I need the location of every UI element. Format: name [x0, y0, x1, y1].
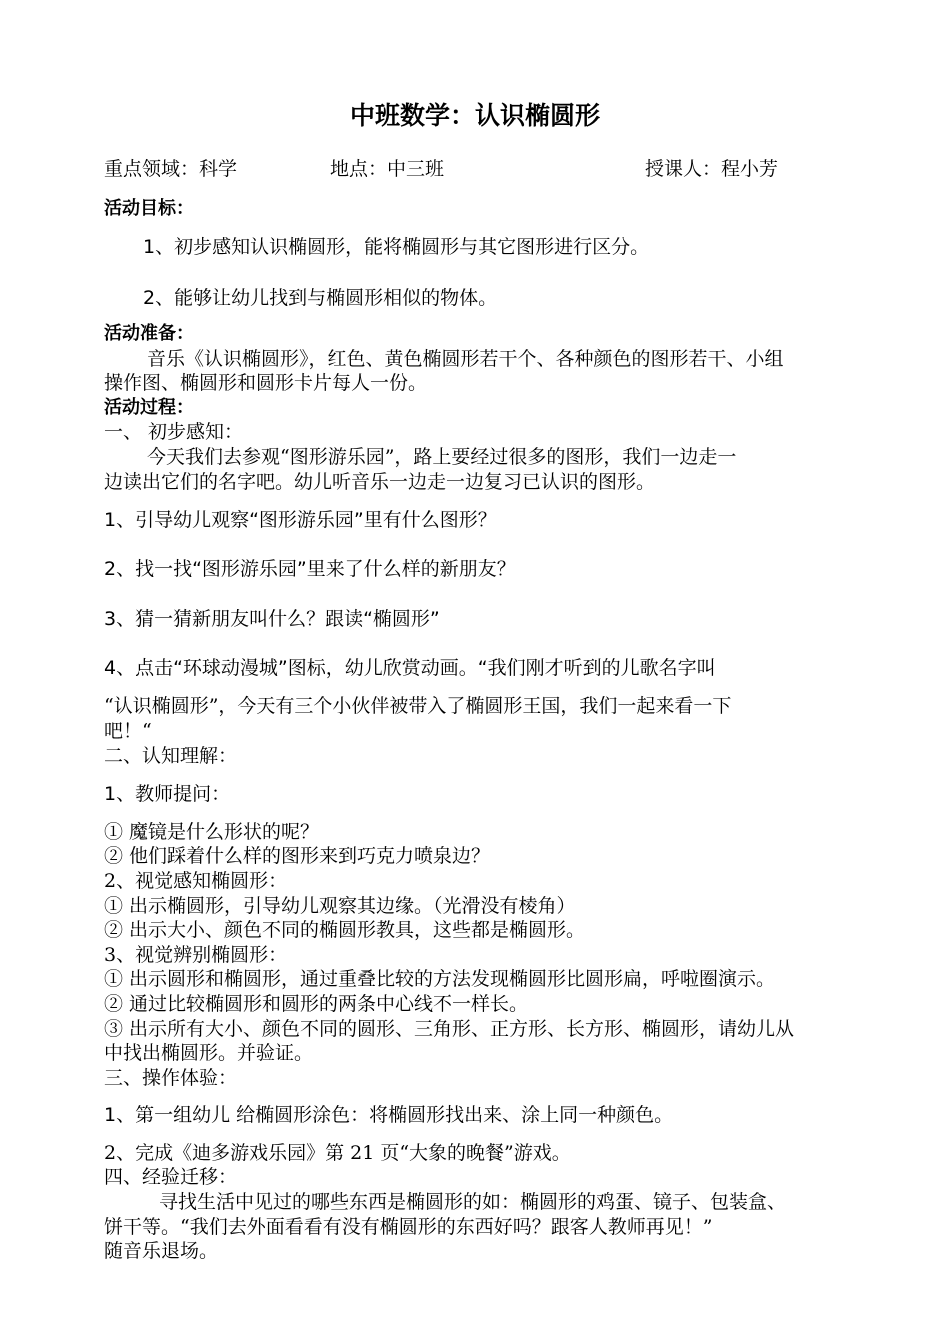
- section-3-heading: 三、操作体验：: [104, 1067, 238, 1089]
- discern-3: ③ 出示所有大小、颜色不同的圆形、三角形、正方形、长方形、椭圆形，请幼儿从: [104, 1018, 795, 1040]
- section-4-para-1: 寻找生活中见过的哪些东西是椭圆形的如：椭圆形的鸡蛋、镜子、包装盒、: [159, 1191, 787, 1213]
- visual-2: ② 出示大小、颜色不同的椭圆形教具，这些都是椭圆形。: [104, 919, 586, 941]
- goal-item-1: 1、初步感知认识椭圆形，能将椭圆形与其它图形进行区分。: [143, 236, 650, 258]
- section-1-item-4-cont: “认识椭圆形”，今天有三个小伙伴被带入了椭圆形王国，我们一起来看一下: [104, 695, 732, 717]
- meta-domain: 重点领域：科学: [104, 158, 238, 180]
- section-2-heading: 二、认知理解：: [104, 745, 238, 767]
- meta-place: 地点：中三班: [330, 158, 445, 180]
- section-1-item-3: 3、猜一猜新朋友叫什么？跟读“椭圆形”: [104, 608, 440, 630]
- section-4-para-2: 饼干等。“我们去外面看看有没有椭圆形的东西好吗？跟客人教师再见！”: [104, 1216, 713, 1238]
- question-2: ② 他们踩着什么样的图形来到巧克力喷泉边？: [104, 845, 491, 867]
- section-4-para-3: 随音乐退场。: [104, 1240, 219, 1262]
- question-1: ① 魔镜是什么形状的呢？: [104, 821, 320, 843]
- goal-item-2: 2、能够让幼儿找到与椭圆形相似的物体。: [143, 287, 498, 309]
- section-1-item-4-end: 吧！“: [104, 720, 152, 742]
- section-2-item-2: 2、视觉感知椭圆形：: [104, 870, 288, 892]
- section-1-item-1: 1、引导幼儿观察“图形游乐园”里有什么图形？: [104, 509, 497, 531]
- section-1-item-4: 4、点击“环球动漫城”图标，幼儿欣赏动画。“我们刚才听到的儿歌名字叫: [104, 657, 716, 679]
- section-1-para-1: 今天我们去参观“图形游乐园”，路上要经过很多的图形，我们一边走一: [147, 446, 737, 468]
- document-title: 中班数学：认识椭圆形: [349, 101, 600, 130]
- goals-heading: 活动目标：: [104, 198, 194, 219]
- discern-2: ② 通过比较椭圆形和圆形的两条中心线不一样长。: [104, 993, 529, 1015]
- discern-3-cont: 中找出椭圆形。并验证。: [104, 1042, 314, 1064]
- section-2-item-3: 3、视觉辨别椭圆形：: [104, 944, 288, 966]
- discern-1: ① 出示圆形和椭圆形，通过重叠比较的方法发现椭圆形比圆形扁，呼啦圈演示。: [104, 968, 776, 990]
- meta-teacher: 授课人：程小芳: [645, 158, 779, 180]
- section-1-item-2: 2、找一找“图形游乐园”里来了什么样的新朋友？: [104, 558, 516, 580]
- section-1-para-2: 边读出它们的名字吧。幼儿听音乐一边走一边复习已认识的图形。: [104, 471, 656, 493]
- prep-line-2: 操作图、椭圆形和圆形卡片每人一份。: [104, 372, 428, 394]
- visual-1: ① 出示椭圆形，引导幼儿观察其边缘。（光滑没有棱角）: [104, 895, 576, 917]
- section-3-item-1: 1、第一组幼儿 给椭圆形涂色：将椭圆形找出来、涂上同一种颜色。: [104, 1104, 674, 1126]
- section-2-item-1: 1、教师提问：: [104, 783, 231, 805]
- process-heading: 活动过程：: [104, 397, 194, 418]
- section-4-heading: 四、经验迁移：: [104, 1166, 238, 1188]
- section-1-heading: 一、 初步感知：: [104, 421, 244, 443]
- section-3-item-2: 2、完成《迪多游戏乐园》第 21 页“大象的晚餐”游戏。: [104, 1142, 571, 1164]
- prep-heading: 活动准备：: [104, 323, 194, 344]
- prep-line-1: 音乐《认识椭圆形》，红色、黄色椭圆形若干个、各种颜色的图形若干、小组: [147, 348, 784, 370]
